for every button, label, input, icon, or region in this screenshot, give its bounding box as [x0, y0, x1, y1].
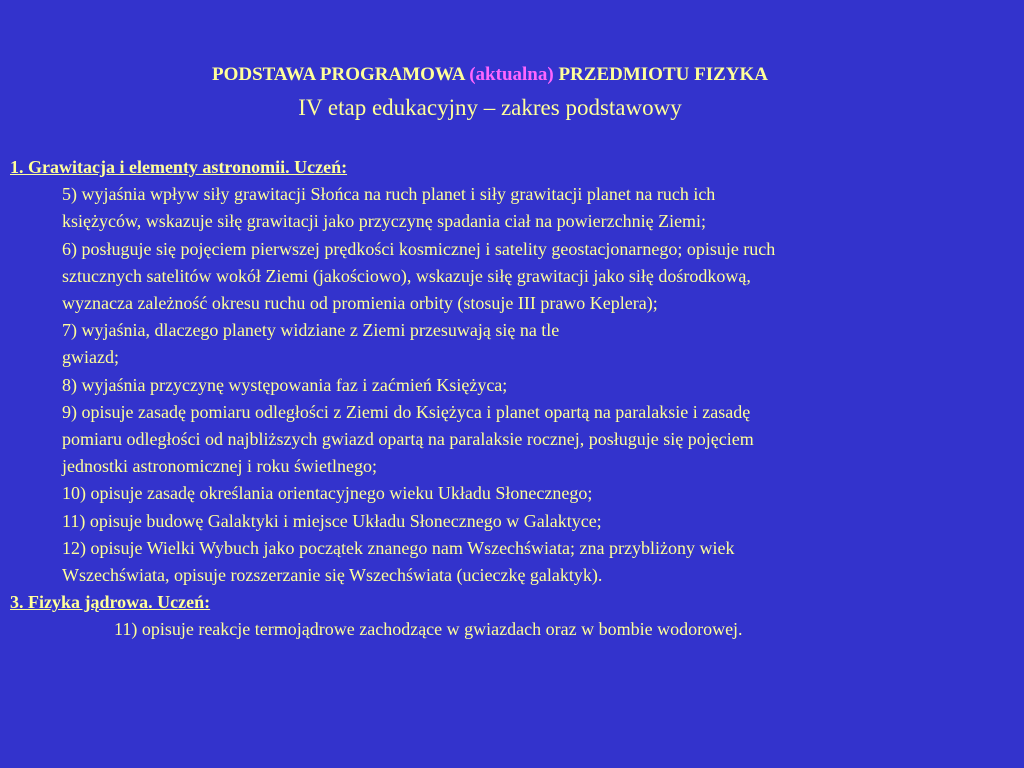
curriculum-body — [10, 154, 1010, 644]
slide-title — [0, 63, 980, 87]
curriculum-line: sztucznych satelitów wokół Ziemi (jakościowo), wskazuje siłę grawitacji jako siłę dośrodkową, — [62, 265, 751, 286]
curriculum-line: pomiaru odległości od najbliższych gwiazd opartą na paralaksie rocznej, posługuje się pojęciem — [62, 429, 754, 450]
curriculum-line: gwiazd; — [62, 347, 119, 368]
curriculum-line: 10) opisuje zasadę określania orientacyjnego wieku Układu Słonecznego; — [62, 483, 593, 504]
curriculum-line: 11) opisuje budowę Galaktyki i miejsce Układu Słonecznego w Galaktyce; — [62, 510, 602, 531]
curriculum-line: 11) opisuje reakcje termojądrowe zachodzące w gwiazdach oraz w bombie wodorowej. — [114, 619, 743, 640]
title-accent: (aktualna) — [469, 64, 554, 85]
curriculum-line: 9) opisuje zasadę pomiaru odległości z Ziemi do Księżyca i planet opartą na paralaksie i zasadę — [62, 401, 751, 422]
curriculum-line: 6) posługuje się pojęciem pierwszej prędkości kosmicznej i satelity geostacjonarnego; opisuje ruch — [62, 238, 776, 259]
curriculum-line: 7) wyjaśnia, dlaczego planety widziane z Ziemi przesuwają się na tle — [62, 320, 560, 341]
section-heading-nuclear-physics: 3. Fizyka jądrowa. Uczeń: — [10, 592, 211, 613]
curriculum-line: księżyców, wskazuje siłę grawitacji jako przyczynę spadania ciał na powierzchnię Ziemi; — [62, 211, 707, 232]
curriculum-line: 5) wyjaśnia wpływ siły grawitacji Słońca na ruch planet i siły grawitacji planet na ruch ich — [62, 184, 716, 205]
curriculum-line: jednostki astronomicznej i roku świetlnego; — [62, 456, 377, 477]
title-main: PODSTAWA PROGRAMOWA — [212, 64, 465, 85]
curriculum-line: Wszechświata, opisuje rozszerzanie się Wszechświata (ucieczkę galaktyk). — [62, 565, 603, 586]
curriculum-line: wyznacza zależność okresu ruchu od promienia orbity (stosuje III prawo Keplera); — [62, 293, 658, 314]
title-subject: PRZEDMIOTU FIZYKA — [558, 64, 768, 85]
section-heading-gravitation: 1. Grawitacja i elementy astronomii. Uczeń: — [10, 157, 348, 177]
curriculum-line: 12) opisuje Wielki Wybuch jako początek znanego nam Wszechświata; zna przybliżony wiek — [62, 537, 735, 558]
curriculum-line: 8) wyjaśnia przyczynę występowania faz i zaćmień Księżyca; — [62, 374, 508, 395]
slide-subtitle: IV etap edukacyjny – zakres podstawowy — [298, 95, 682, 120]
